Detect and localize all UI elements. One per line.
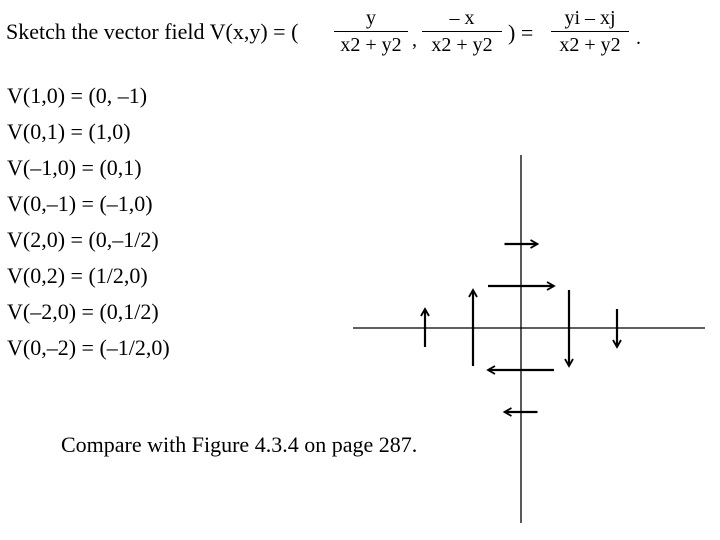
fraction-3-denominator: x2 + y2 (559, 34, 621, 56)
value-line: V(–1,0) = (0,1) (7, 155, 142, 180)
fraction-2-numerator: – x (422, 8, 502, 32)
equals-sign: ) = (508, 20, 534, 45)
fraction-1-denominator: x2 + y2 (340, 34, 402, 56)
value-line: V(0,–2) = (–1/2,0) (7, 335, 170, 360)
period: . (636, 27, 641, 49)
value-line: V(0,–1) = (–1,0) (7, 191, 153, 216)
comma-separator: , (412, 29, 417, 51)
fraction-2-denominator: x2 + y2 (431, 34, 493, 56)
title-prefix: Sketch the vector field V(x,y) = ( (6, 19, 299, 44)
value-line: V(1,0) = (0, –1) (7, 83, 148, 108)
value-line: V(0,2) = (1/2,0) (7, 263, 148, 288)
value-line: V(2,0) = (0,–1/2) (7, 227, 159, 252)
compare-note: Compare with Figure 4.3.4 on page 287. (61, 432, 418, 457)
fraction-1-numerator: y (334, 8, 408, 32)
value-line: V(0,1) = (1,0) (7, 119, 131, 144)
fraction-3-numerator: yi – xj (551, 8, 629, 32)
value-line: V(–2,0) = (0,1/2) (7, 299, 159, 324)
